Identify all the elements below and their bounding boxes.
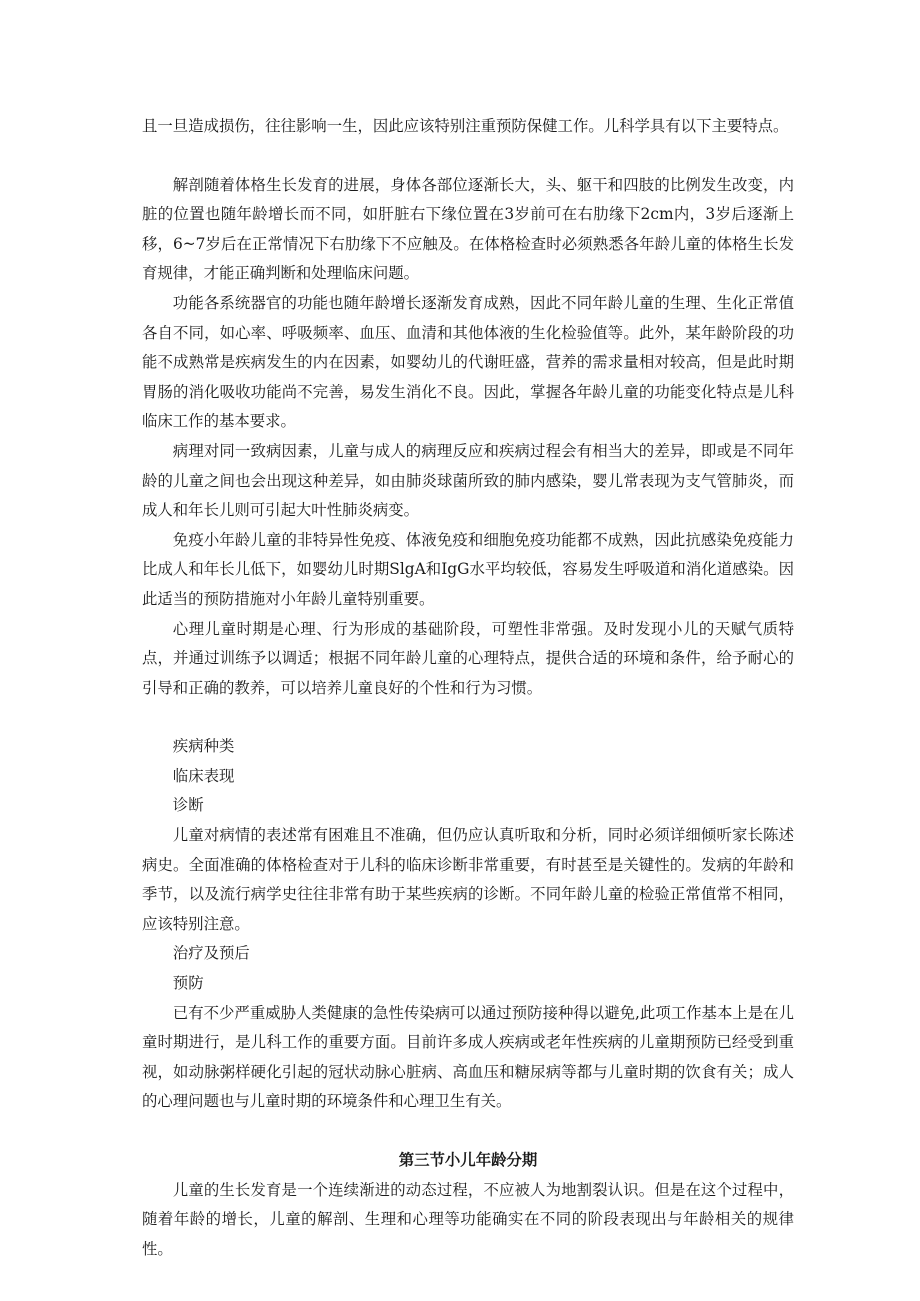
document-page xyxy=(142,112,794,1264)
diagnosis-paragraph: 儿童对病情的表述常有困难且不准确，但仍应认真听取和分析，同时必须详细倾听家长陈述病史。全面准确的体格检查对于儿科的临床诊断非常重要，有时甚至是关键性的。发病的年龄和季节，以及流行病学史往往非常有助于某些疾病的诊断。不同年龄儿童的检验正常值常不相同，应该特别注意。 xyxy=(142,826,794,933)
subheading-diagnosis: 诊断 xyxy=(172,796,204,815)
psychology-paragraph: 心理儿童时期是心理、行为形成的基础阶段，可塑性非常强。及时发现小儿的天赋气质特点，并通过训练予以调适；根据不同年龄儿童的心理特点，提供合适的环境和条件，给予耐心的引导和正确的教养，可以培养儿童良好的个性和行为习惯。 xyxy=(142,619,794,697)
subheading-prevention: 预防 xyxy=(172,974,204,993)
staging-paragraph: 儿童的生长发育是一个连续渐进的动态过程，不应被人为地割裂认识。但是在这个过程中，随着年龄的增长，儿童的解剖、生理和心理等功能确实在不同的阶段表现出与年龄相关的规律性。 xyxy=(142,1180,794,1258)
pathology-paragraph: 病理对同一致病因素，儿童与成人的病理反应和疾病过程会有相当大的差异，即或是不同年龄的儿童之间也会出现这种差异，如由肺炎球菌所致的肺内感染，婴儿常表现为支气管肺炎，而成人和年长儿则可引起大叶性肺炎病变。 xyxy=(142,441,794,520)
spacer xyxy=(142,703,794,732)
prevention-paragraph: 已有不少严重威胁人类健康的急性传染病可以通过预防接种得以避免,此项工作基本上是在儿童时期进行，是儿科工作的重要方面。目前许多成人疾病或老年性疾病的儿童期预防已经受到重视，如动脉粥样硬化引起的冠状动脉心脏病、高血压和糖尿病等都与儿童时期的饮食有关；成人的心理问题也与儿童时期的环境条件和心理卫生有关。 xyxy=(142,1003,794,1111)
function-paragraph: 功能各系统器官的功能也随年龄增长逐渐发育成熟，因此不同年龄儿童的生理、生化正常值各自不同，如心率、呼吸频率、血压、血清和其他体液的生化检验值等。此外，某年龄阶段的功能不成熟常是疾病发生的内在因素，如婴幼儿的代谢旺盛，营养的需求量相对较高，但是此时期胃肠的消化吸收功能尚不完善，易发生消化不良。因此，掌握各年龄儿童的功能变化特点是儿科临床工作的基本要求。 xyxy=(142,293,794,431)
section-heading: 第三节小儿年龄分期 xyxy=(398,1151,538,1169)
spacer xyxy=(142,1117,794,1146)
immunity-paragraph: 免疫小年龄儿童的非特异性免疫、体液免疫和细胞免疫功能都不成熟，因此抗感染免疫能力比成人和年长儿低下，如婴幼儿时期SlgA和IgG水平均较低，容易发生呼吸道和消化道感染。因此适当的预防措施对小年龄儿童特别重要。 xyxy=(142,530,794,608)
subheading-clinical: 临床表现 xyxy=(172,766,235,785)
intro-tail-paragraph: 且一旦造成损伤，往往影响一生，因此应该特别注重预防保健工作。儿科学具有以下主要特点。 xyxy=(142,117,789,135)
subheading-disease-types: 疾病种类 xyxy=(172,737,235,756)
anatomy-paragraph: 解剖随着体格生长发育的进展，身体各部位逐渐长大，头、躯干和四肢的比例发生改变，内脏的位置也随年龄增长而不同，如肝脏右下缘位置在3岁前可在右肋缘下2cm内，3岁后逐渐上移，6~7岁后在正常情况下右肋缘下不应触及。在体格检查时必须熟悉各年龄儿童的体格生长发育规律，才能正确判断和处理临床问题。 xyxy=(142,175,794,283)
subheading-treatment: 治疗及预后 xyxy=(172,944,250,963)
spacer xyxy=(142,142,794,171)
